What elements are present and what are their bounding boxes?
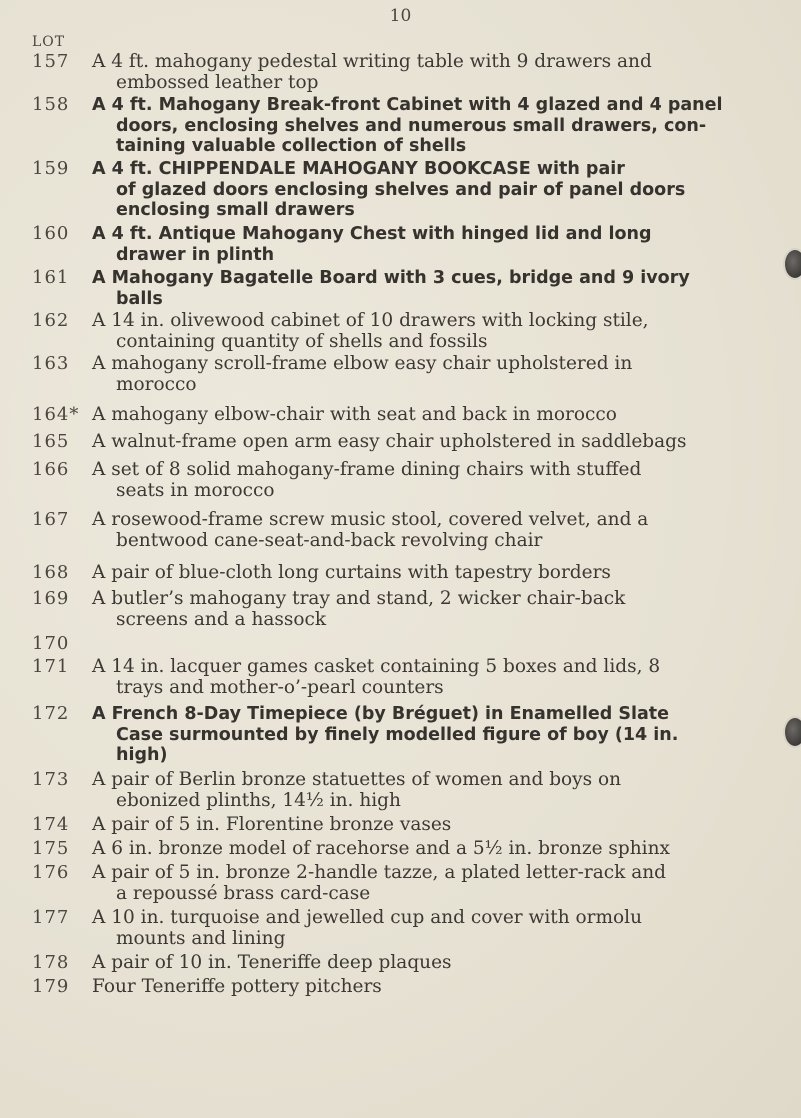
lot-number: 165 bbox=[32, 431, 70, 452]
lot-number: 168 bbox=[32, 562, 70, 583]
lot-description bbox=[92, 839, 782, 860]
lot-description bbox=[92, 704, 782, 766]
lot-description bbox=[92, 52, 782, 93]
description-line: high) bbox=[116, 745, 168, 765]
lot-number: 176 bbox=[32, 862, 70, 883]
description-line: A 4 ft. Antique Mahogany Chest with hinged lid and long bbox=[92, 224, 652, 244]
lot-number: 163 bbox=[32, 353, 70, 374]
description-line: A pair of Berlin bronze statuettes of women and boys on bbox=[92, 769, 622, 790]
description-line: A set of 8 solid mahogany-frame dining chairs with stuffed bbox=[92, 459, 642, 480]
description-line: A pair of 10 in. Teneriffe deep plaques bbox=[92, 952, 452, 973]
description-line: seats in morocco bbox=[116, 479, 275, 501]
description-line: mounts and lining bbox=[116, 927, 286, 949]
lot-number: 171 bbox=[32, 656, 70, 677]
lot-description bbox=[92, 510, 782, 551]
description-line: A pair of 5 in. Florentine bronze vases bbox=[92, 814, 452, 835]
description-line: A mahogany elbow-chair with seat and back in morocco bbox=[92, 404, 617, 425]
description-line: morocco bbox=[116, 373, 197, 395]
description-line: trays and mother-o’-pearl counters bbox=[116, 676, 444, 698]
description-line: doors, enclosing shelves and numerous small drawers, con- bbox=[116, 115, 707, 136]
lot-description bbox=[92, 224, 782, 265]
lot-description bbox=[92, 908, 782, 949]
lot-number: 164* bbox=[32, 404, 80, 425]
description-line: ebonized plinths, 14½ in. high bbox=[116, 789, 401, 811]
lot-description bbox=[92, 977, 782, 998]
lot-description bbox=[92, 657, 782, 698]
lot-description bbox=[92, 268, 782, 309]
lot-column-header: LOT bbox=[32, 34, 66, 50]
lot-number: 166 bbox=[32, 459, 70, 480]
description-line: drawer in plinth bbox=[116, 244, 275, 265]
description-line: Four Teneriffe pottery pitchers bbox=[92, 976, 382, 997]
lot-number: 179 bbox=[32, 976, 70, 997]
lot-description bbox=[92, 432, 782, 453]
lot-number: 170 bbox=[32, 633, 70, 654]
description-line: A 4 ft. Mahogany Break-front Cabinet with 4 glazed and 4 panel bbox=[92, 95, 723, 115]
lot-number: 169 bbox=[32, 588, 70, 609]
description-line: A pair of blue-cloth long curtains with tapestry borders bbox=[92, 562, 611, 583]
description-line: A walnut-frame open arm easy chair upholstered in saddlebags bbox=[92, 431, 687, 452]
description-line: A butler’s mahogany tray and stand, 2 wicker chair-back bbox=[92, 588, 626, 609]
lot-description bbox=[92, 354, 782, 395]
description-line: screens and a hassock bbox=[116, 608, 327, 630]
lot-description bbox=[92, 563, 782, 584]
description-line: enclosing small drawers bbox=[116, 200, 355, 220]
lot-number: 160 bbox=[32, 223, 70, 244]
lot-description bbox=[92, 159, 782, 221]
description-line: embossed leather top bbox=[116, 71, 319, 93]
lot-number: 172 bbox=[32, 703, 70, 724]
description-line: A rosewood-frame screw music stool, covered velvet, and a bbox=[92, 509, 649, 530]
lot-description bbox=[92, 770, 782, 811]
description-line: A 14 in. lacquer games casket containing 5 boxes and lids, 8 bbox=[92, 656, 661, 677]
lot-description bbox=[92, 311, 782, 352]
description-line: a repoussé brass card-case bbox=[116, 882, 371, 904]
lot-number: 175 bbox=[32, 838, 70, 859]
description-line: taining valuable collection of shells bbox=[116, 136, 467, 156]
description-line: A pair of 5 in. bronze 2-handle tazze, a plated letter-rack and bbox=[92, 862, 667, 883]
lot-number: 173 bbox=[32, 769, 70, 790]
description-line: A 4 ft. mahogany pedestal writing table with 9 drawers and bbox=[92, 51, 652, 72]
description-line: A 14 in. olivewood cabinet of 10 drawers with locking stile, bbox=[92, 310, 649, 331]
description-line: A French 8-Day Timepiece (by Bréguet) in Enamelled Slate bbox=[92, 704, 670, 724]
lot-number: 158 bbox=[32, 94, 70, 115]
lot-number: 178 bbox=[32, 952, 70, 973]
description-line: A mahogany scroll-frame elbow easy chair upholstered in bbox=[92, 353, 633, 374]
description-line: A Mahogany Bagatelle Board with 3 cues, bridge and 9 ivory bbox=[92, 268, 690, 288]
description-line: A 4 ft. CHIPPENDALE MAHOGANY BOOKCASE with pair bbox=[92, 159, 625, 179]
lot-number: 159 bbox=[32, 158, 70, 179]
lot-description bbox=[92, 589, 782, 630]
lot-description bbox=[92, 95, 782, 157]
lot-number: 177 bbox=[32, 907, 70, 928]
description-line: containing quantity of shells and fossils bbox=[116, 330, 488, 352]
lot-description bbox=[92, 953, 782, 974]
lot-number: 161 bbox=[32, 267, 70, 288]
description-line: of glazed doors enclosing shelves and pair of panel doors bbox=[116, 179, 686, 200]
description-line: A 6 in. bronze model of racehorse and a 5½ in. bronze sphinx bbox=[92, 838, 670, 859]
lot-number: 174 bbox=[32, 814, 70, 835]
lot-number: 167 bbox=[32, 509, 70, 530]
lot-number: 157 bbox=[32, 51, 70, 72]
lot-description bbox=[92, 815, 782, 836]
lot-number: 162 bbox=[32, 310, 70, 331]
description-line: balls bbox=[116, 288, 163, 309]
page-number: 10 bbox=[389, 6, 412, 26]
description-line: Case surmounted by finely modelled figure of boy (14 in. bbox=[116, 724, 679, 745]
lot-description bbox=[92, 863, 782, 904]
lot-description bbox=[92, 405, 782, 426]
description-line: bentwood cane-seat-and-back revolving chair bbox=[116, 529, 543, 551]
description-line: A 10 in. turquoise and jewelled cup and cover with ormolu bbox=[92, 907, 642, 928]
lot-description bbox=[92, 460, 782, 501]
